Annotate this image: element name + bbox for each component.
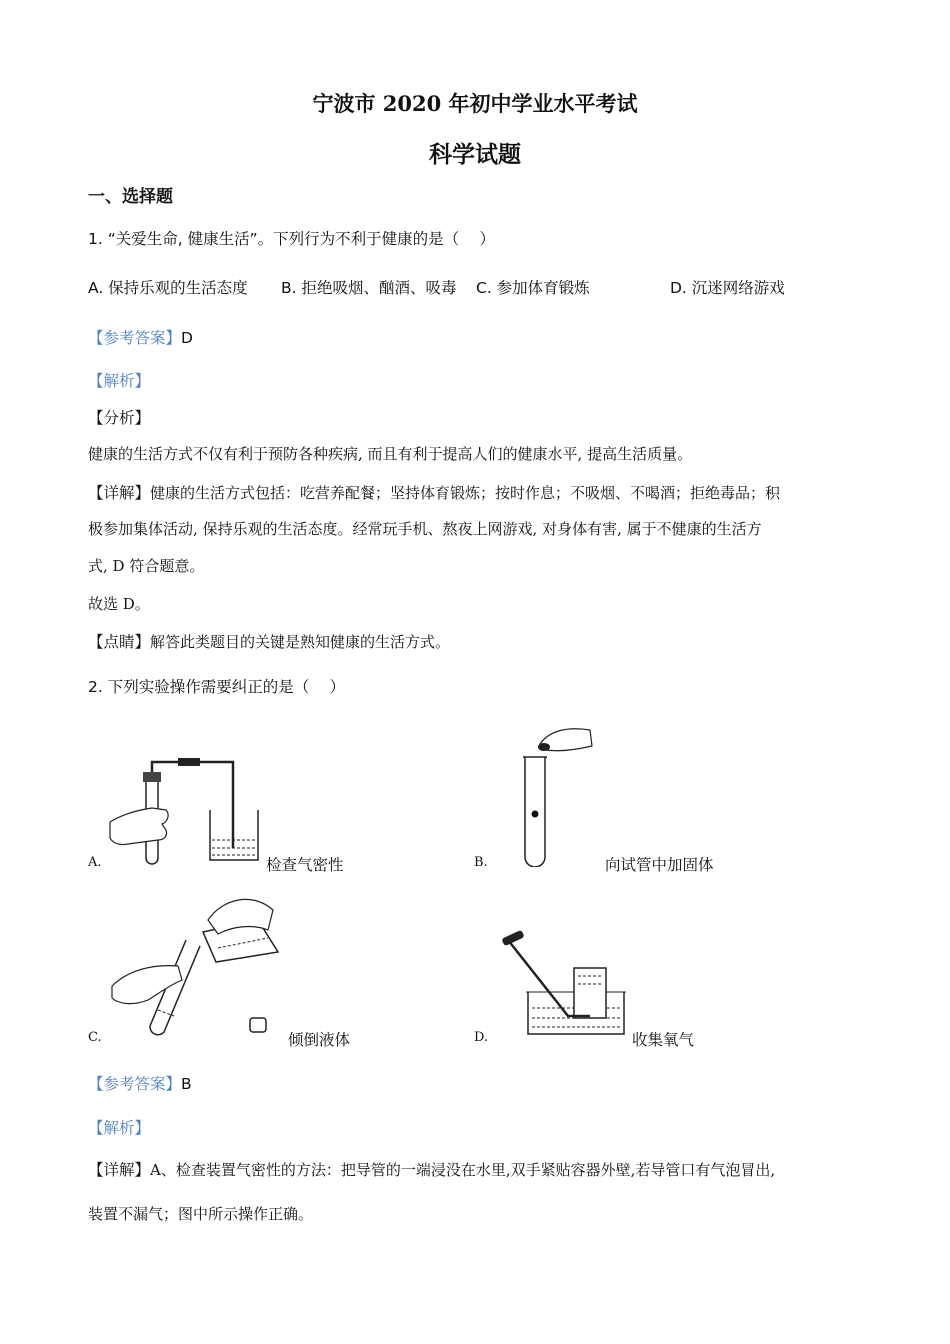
q1-fenxi-tag: 【分析】 (88, 409, 151, 427)
fig-b-label: B. (474, 855, 488, 870)
dianjing-text: 解答此类题目的关键是熟知健康的生活方式。 (150, 633, 451, 651)
detail-text: A、检查装置气密性的方法：把导管的一端浸没在水里,双手紧贴容器外壁,若导管口有气泡冒出, (150, 1161, 776, 1179)
answer-tag: 【参考答案】 (88, 329, 182, 347)
q1-answer: D (181, 329, 193, 347)
q2-detail-line2: 装置不漏气；图中所示操作正确。 (88, 1205, 314, 1223)
airtightness-check-figure (108, 752, 263, 870)
q1-option-d: D. 沉迷网络游戏 (670, 279, 785, 297)
q2-answer: B (181, 1075, 192, 1093)
q1-detail-line3: 式, D 符合题意。 (88, 557, 205, 575)
section-heading: 一、选择题 (88, 187, 173, 207)
q1-detail-line2: 极参加集体活动, 保持乐观的生活态度。经常玩手机、熬夜上网游戏, 对身体有害, 属于不健康的生活方 (88, 520, 762, 538)
q1-dianjing (88, 630, 450, 652)
q2-answer-line (88, 1072, 192, 1094)
fig-c-label: C. (88, 1030, 102, 1045)
collect-oxygen-figure (500, 930, 630, 1042)
fig-d-label: D. (474, 1030, 489, 1045)
q1-answer-line (88, 326, 193, 348)
pour-liquid-figure (108, 890, 288, 1040)
q2-stem: 2. 下列实验操作需要纠正的是（ ） (88, 678, 346, 696)
q1-stem: 1. “关爱生命, 健康生活”。下列行为不利于健康的是（ ） (88, 230, 496, 248)
exam-subtitle: 科学试题 (429, 141, 521, 168)
exam-title: 宁波市 2020 年初中学业水平考试 (312, 91, 638, 116)
q1-option-b: B. 拒绝吸烟、酗酒、吸毒 (281, 279, 457, 297)
dianjing-tag: 【点睛】 (88, 633, 151, 651)
fig-a-caption: 检查气密性 (266, 856, 344, 874)
fig-a-label: A. (88, 855, 102, 870)
q1-fenxi-text: 健康的生活方式不仅有利于预防各种疾病, 而且有利于提高人们的健康水平, 提高生活质量。 (88, 445, 693, 463)
detail-text: 健康的生活方式包括：吃营养配餐；坚持体育锻炼；按时作息；不吸烟、不喝酒；拒绝毒品；积 (150, 484, 781, 502)
fig-c-caption: 倾倒液体 (288, 1031, 351, 1049)
q2-detail-line1 (88, 1158, 775, 1180)
q1-analysis-tag: 【解析】 (88, 372, 151, 390)
q1-option-a: A. 保持乐观的生活态度 (88, 279, 248, 297)
add-solid-figure (520, 722, 600, 867)
q1-detail-line1 (88, 481, 780, 503)
detail-tag: 【详解】 (88, 1161, 151, 1179)
q1-choose: 故选 D。 (88, 595, 150, 613)
q1-option-c: C. 参加体育锻炼 (476, 279, 590, 297)
detail-tag: 【详解】 (88, 484, 151, 502)
fig-d-caption: 收集氧气 (632, 1031, 695, 1049)
answer-tag: 【参考答案】 (88, 1075, 182, 1093)
q2-analysis-tag: 【解析】 (88, 1119, 151, 1137)
fig-b-caption: 向试管中加固体 (605, 856, 714, 874)
